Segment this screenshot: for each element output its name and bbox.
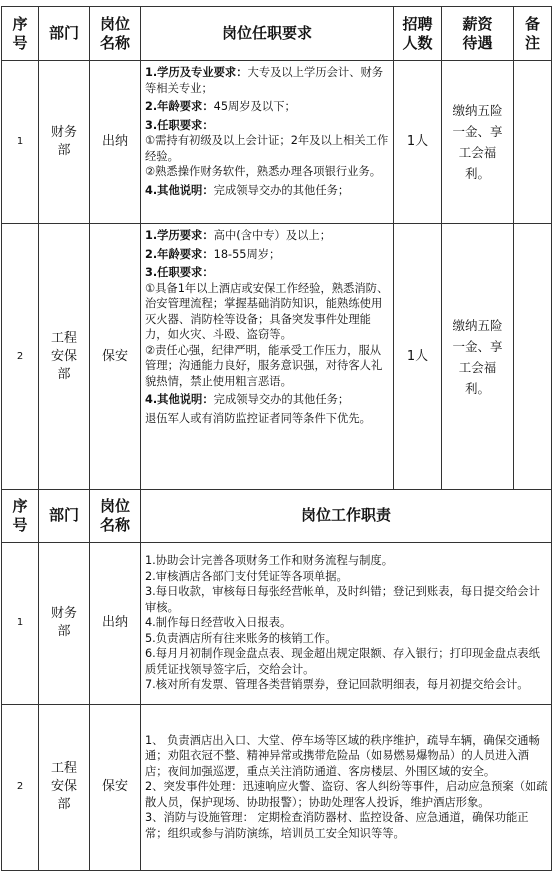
duty-item: 5.负责酒店所有往来账务的核销工作。	[145, 631, 337, 645]
row-seq: 1	[2, 61, 39, 224]
row-dept: 财务部	[39, 61, 90, 224]
duty-item: 4.制作每日经营收入日报表。	[145, 616, 292, 630]
duties-header-row	[2, 490, 552, 542]
req-age-label: 2.年龄要求：	[145, 247, 214, 261]
row-headcount: 1人	[394, 61, 442, 224]
req-duty-item: ②责任心强，纪律严明，能承受工作压力，服从管理；沟通能力良好，服务意识强，对待客人礼貌热情，禁止使用粗言恶语。	[145, 343, 383, 388]
header-seq: 序号	[2, 490, 39, 542]
duty-item: 3、消防与设施管理： 定期检查消防器材、监控设备、应急通道，确保功能正常；组织或参与消防演练，培训员工安全知识等等。	[145, 811, 529, 840]
row-duties	[141, 542, 552, 704]
requirements-table	[1, 6, 552, 490]
row-salary: 缴纳五险一金、享工会福利。	[442, 61, 514, 224]
duty-item: 7.核对所有发票、管理各类营销票券，登记回款明细表，每月初提交给会计。	[145, 678, 529, 692]
duty-item: 2、突发事件处理：迅速响应火警、盗窃、客人纠纷等事件，启动应急预案（如疏散人员，保护现场、协助报警）；协助处理客人投诉，维护酒店形象。	[145, 780, 548, 809]
req-other-text: 完成领导交办的其他任务；	[213, 183, 350, 197]
req-other-text: 完成领导交办的其他任务；	[213, 393, 350, 406]
table-row	[2, 224, 552, 490]
duty-item: 3.每日收款，审核每日每张经营帐单，及时纠错；登记到账表，每日提交给会计审核。	[145, 585, 540, 614]
req-age-label: 2.年龄要求：	[145, 100, 214, 113]
duties-table	[1, 490, 552, 871]
row-position: 保安	[90, 224, 141, 490]
duty-item: 1、 负责酒店出入口、大堂、停车场等区域的秩序维护，疏导车辆，确保交通畅通；劝阻衣冠不整、精神异常或携带危险品（如易燃易爆物品）的人员进入酒店；夜间加强巡逻，重点关注消防通道、客房楼层、外围区域的安全。	[145, 733, 540, 778]
req-duty-label: 3.任职要求：	[145, 118, 214, 132]
req-edu-text: 高中(含中专）及以上；	[213, 229, 332, 242]
row-position: 保安	[90, 704, 141, 870]
requirements-header-row	[2, 7, 552, 61]
duty-item: 1.协助会计完善各项财务工作和财务流程与制度。	[145, 554, 394, 568]
table-row	[2, 704, 552, 870]
req-other-label: 4.其他说明：	[145, 183, 214, 197]
header-salary: 薪资待遇	[442, 7, 514, 61]
row-remark	[514, 224, 552, 490]
header-remark: 备注	[514, 7, 552, 61]
req-edu-label: 1.学历要求：	[145, 229, 214, 242]
header-duties: 岗位工作职责	[141, 490, 552, 542]
row-requirements	[141, 61, 394, 224]
header-position: 岗位名称	[90, 490, 141, 542]
header-dept: 部门	[39, 7, 90, 61]
req-edu-text: 大专及以上学历会计、财务等相关专业；	[145, 66, 384, 95]
req-extra-note: 退伍军人或有消防监控证者同等条件下优先。	[145, 411, 371, 425]
req-edu-label: 1.学历及专业要求：	[145, 66, 248, 79]
row-duties	[141, 704, 552, 870]
header-headcount: 招聘人数	[394, 7, 442, 61]
req-duty-item: ②熟悉操作财务软件，熟悉办理各项银行业务。	[145, 165, 382, 178]
req-age-text: 18-55周岁；	[213, 247, 281, 261]
row-position: 出纳	[90, 542, 141, 704]
table-row	[2, 542, 552, 704]
recruitment-document	[1, 6, 551, 871]
row-seq: 2	[2, 704, 39, 870]
header-requirements: 岗位任职要求	[141, 7, 394, 61]
row-requirements	[141, 224, 394, 490]
req-duty-label: 3.任职要求：	[145, 266, 214, 279]
row-seq: 1	[2, 542, 39, 704]
row-remark	[514, 61, 552, 224]
row-seq: 2	[2, 224, 39, 490]
header-position: 岗位名称	[90, 7, 141, 61]
row-headcount: 1人	[394, 224, 442, 490]
header-seq: 序号	[2, 7, 39, 61]
req-duty-item: ①具备1年以上酒店或安保工作经验，熟悉消防、治安管理流程；掌握基础消防知识，能熟练使用灭火器、消防栓等设备；具备突发事件处理能力，如火灾、斗殴、盗窃等。	[145, 281, 389, 341]
row-dept: 工程安保部	[39, 704, 90, 870]
header-dept: 部门	[39, 490, 90, 542]
row-salary: 缴纳五险一金、享工会福利。	[442, 224, 514, 490]
duty-item: 2.审核酒店各部门支付凭证等各项单据。	[145, 569, 348, 583]
table-row	[2, 61, 552, 224]
req-duty-item: ①需持有初级及以上会计证；2年及以上相关工作经验。	[145, 134, 389, 163]
row-position: 出纳	[90, 61, 141, 224]
row-dept: 工程安保部	[39, 224, 90, 490]
row-dept: 财务部	[39, 542, 90, 704]
duty-item: 6.每月月初制作现金盘点表、现金超出规定限额、存入银行；打印现金盘点表纸质凭证找领导签字后，交给会计。	[145, 647, 540, 676]
req-age-text: 45周岁及以下；	[213, 100, 296, 113]
req-other-label: 4.其他说明：	[145, 393, 214, 406]
